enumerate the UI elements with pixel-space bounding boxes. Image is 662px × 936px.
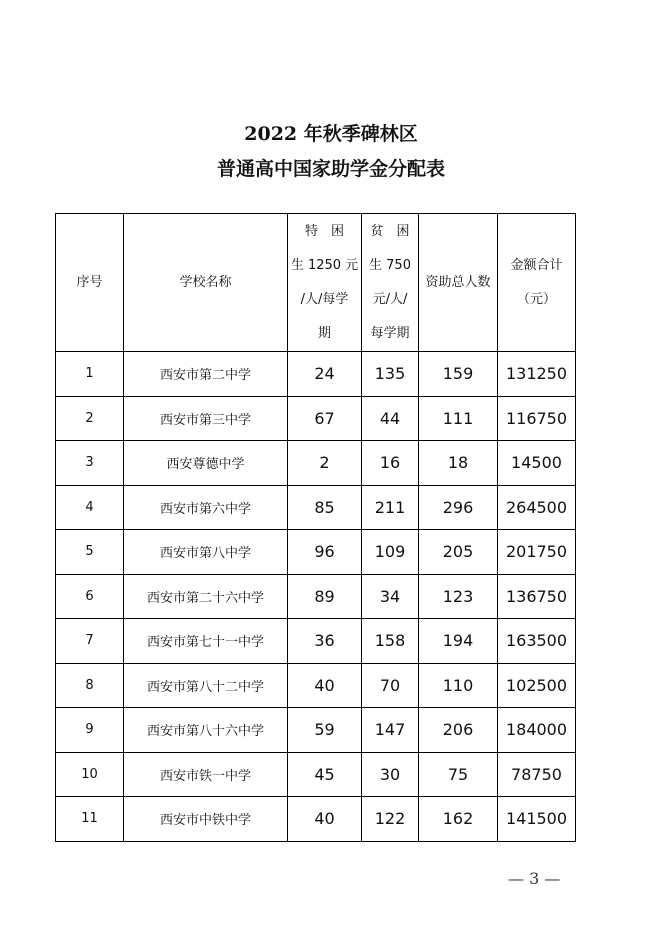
- table-row: [56, 708, 576, 753]
- cell-index: 7: [56, 619, 124, 664]
- cell-total-students: 206: [419, 708, 498, 753]
- cell-hardship-count: 16: [362, 441, 419, 486]
- cell-total-amount: 141500: [498, 797, 576, 842]
- table-row: [56, 663, 576, 708]
- cell-index: 4: [56, 485, 124, 530]
- cell-total-amount: 14500: [498, 441, 576, 486]
- cell-school-name: 西安市第八十六中学: [124, 708, 288, 753]
- header-text-line: （元）: [516, 291, 556, 307]
- cell-total-students: 18: [419, 441, 498, 486]
- cell-index: 10: [56, 752, 124, 797]
- cell-school-name: 西安市第二十六中学: [124, 574, 288, 619]
- header-total-students: [419, 214, 498, 352]
- cell-hardship-count: 122: [362, 797, 419, 842]
- cell-hardship-count: 30: [362, 752, 419, 797]
- cell-total-students: 205: [419, 530, 498, 575]
- cell-school-name: 西安市第八中学: [124, 530, 288, 575]
- cell-index: 6: [56, 574, 124, 619]
- cell-school-name: 西安市第七十一中学: [124, 619, 288, 664]
- cell-total-amount: 131250: [498, 352, 576, 397]
- cell-hardship-count: 44: [362, 396, 419, 441]
- cell-special-hardship-count: 45: [288, 752, 362, 797]
- cell-special-hardship-count: 85: [288, 485, 362, 530]
- cell-special-hardship-count: 67: [288, 396, 362, 441]
- cell-total-amount: 264500: [498, 485, 576, 530]
- header-school-name: [124, 214, 288, 352]
- cell-hardship-count: 211: [362, 485, 419, 530]
- cell-total-amount: 102500: [498, 663, 576, 708]
- header-index: [56, 214, 124, 352]
- header-text-line: 学校名称: [179, 274, 232, 290]
- header-special-hardship: [288, 214, 362, 352]
- cell-index: 5: [56, 530, 124, 575]
- cell-total-students: 75: [419, 752, 498, 797]
- cell-school-name: 西安市第八十二中学: [124, 663, 288, 708]
- cell-total-amount: 136750: [498, 574, 576, 619]
- cell-school-name: 西安市第六中学: [124, 485, 288, 530]
- cell-hardship-count: 158: [362, 619, 419, 664]
- header-text-line: /人/每学: [300, 291, 349, 307]
- cell-total-amount: 116750: [498, 396, 576, 441]
- cell-total-students: 111: [419, 396, 498, 441]
- header-text-line: 期: [317, 325, 331, 341]
- table-row: [56, 797, 576, 842]
- table-row: [56, 530, 576, 575]
- header-text-line: 生 1250 元: [290, 257, 359, 273]
- allocation-table: [55, 213, 576, 842]
- header-text-line: 特 困: [304, 223, 344, 239]
- cell-total-amount: 163500: [498, 619, 576, 664]
- cell-total-students: 123: [419, 574, 498, 619]
- header-text-line: 生 750: [369, 257, 411, 273]
- cell-total-students: 194: [419, 619, 498, 664]
- table-row: [56, 485, 576, 530]
- document-title-line-1: 2022 年秋季碑林区: [244, 123, 418, 145]
- cell-total-amount: 184000: [498, 708, 576, 753]
- cell-special-hardship-count: 96: [288, 530, 362, 575]
- header-text-line: 元/人/: [372, 291, 408, 307]
- cell-index: 9: [56, 708, 124, 753]
- cell-hardship-count: 109: [362, 530, 419, 575]
- cell-index: 3: [56, 441, 124, 486]
- cell-total-students: 110: [419, 663, 498, 708]
- header-text-line: 资助总人数: [425, 274, 491, 290]
- cell-special-hardship-count: 24: [288, 352, 362, 397]
- table-row: [56, 619, 576, 664]
- cell-hardship-count: 70: [362, 663, 419, 708]
- cell-total-amount: 78750: [498, 752, 576, 797]
- header-hardship: [362, 214, 419, 352]
- header-text-line: 金额合计: [510, 257, 563, 273]
- cell-school-name: 西安市中铁中学: [124, 797, 288, 842]
- cell-total-students: 159: [419, 352, 498, 397]
- cell-total-students: 162: [419, 797, 498, 842]
- cell-index: 2: [56, 396, 124, 441]
- table-row: [56, 441, 576, 486]
- cell-school-name: 西安尊德中学: [124, 441, 288, 486]
- cell-total-amount: 201750: [498, 530, 576, 575]
- cell-total-students: 296: [419, 485, 498, 530]
- table-row: [56, 752, 576, 797]
- table-header-row: [56, 214, 576, 352]
- cell-index: 11: [56, 797, 124, 842]
- page-number: — 3 —: [508, 869, 561, 888]
- header-total-amount: [498, 214, 576, 352]
- cell-special-hardship-count: 2: [288, 441, 362, 486]
- cell-special-hardship-count: 36: [288, 619, 362, 664]
- cell-hardship-count: 135: [362, 352, 419, 397]
- table-row: [56, 396, 576, 441]
- cell-index: 1: [56, 352, 124, 397]
- header-text-line: 每学期: [370, 325, 410, 341]
- cell-special-hardship-count: 40: [288, 663, 362, 708]
- cell-hardship-count: 34: [362, 574, 419, 619]
- table-row: [56, 352, 576, 397]
- cell-school-name: 西安市铁一中学: [124, 752, 288, 797]
- header-text-line: 序号: [76, 274, 103, 290]
- cell-school-name: 西安市第三中学: [124, 396, 288, 441]
- cell-school-name: 西安市第二中学: [124, 352, 288, 397]
- cell-special-hardship-count: 59: [288, 708, 362, 753]
- header-text-line: 贫 困: [370, 223, 410, 239]
- cell-special-hardship-count: 89: [288, 574, 362, 619]
- cell-special-hardship-count: 40: [288, 797, 362, 842]
- table-row: [56, 574, 576, 619]
- cell-hardship-count: 147: [362, 708, 419, 753]
- cell-index: 8: [56, 663, 124, 708]
- document-title-line-2: 普通高中国家助学金分配表: [216, 158, 445, 180]
